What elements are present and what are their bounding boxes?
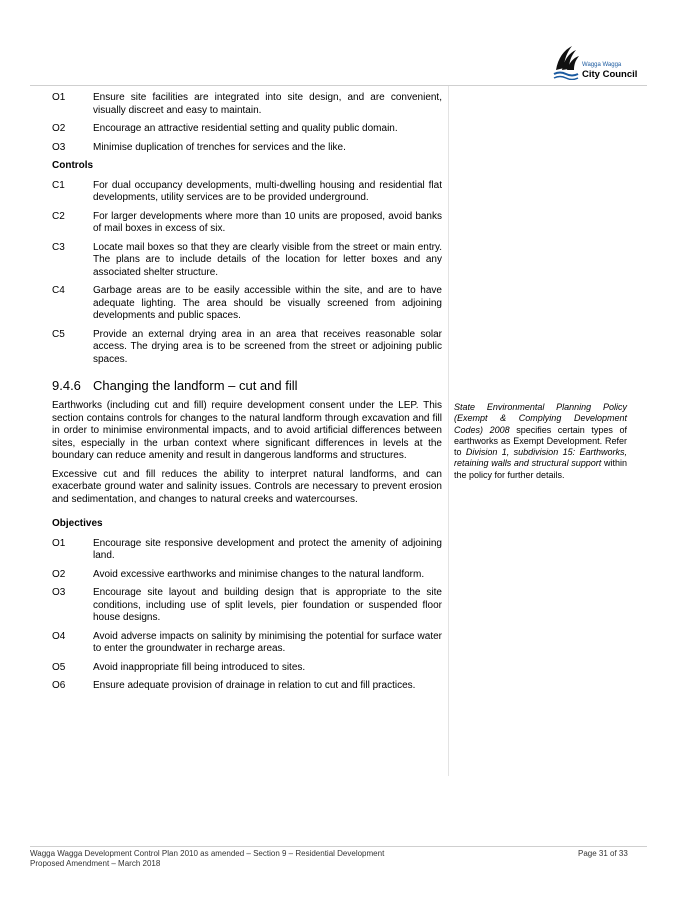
list-item <box>52 680 442 693</box>
item-text: Encourage an attractive residential setting and quality public domain. <box>93 123 398 134</box>
item-number: O2 <box>52 123 66 134</box>
sidenote-text-end: within the policy for further details. <box>454 458 628 480</box>
item-number: C3 <box>52 241 65 253</box>
item-number: O6 <box>52 680 66 691</box>
list-item <box>52 92 442 117</box>
list-item <box>52 211 442 236</box>
sidenote-reference: Division 1, subdivision 15: Earthworks, retaining walls and structural support <box>454 447 627 469</box>
controls-heading: Controls <box>52 160 94 171</box>
item-number: O2 <box>52 568 66 580</box>
item-text: Locate mail boxes so that they are clearly visible from the street or main entry. The plans are to include details of the location for letter boxes and any associated shelter structure. <box>93 241 442 278</box>
list-item <box>52 142 442 155</box>
list-item <box>52 662 442 675</box>
item-number: O5 <box>52 661 66 673</box>
item-text: Encourage site responsive development and protect the amenity of adjoining land. <box>93 537 442 561</box>
objectives-heading: Objectives <box>52 518 103 529</box>
list-item <box>52 285 442 323</box>
item-text: Garbage areas are to be easily accessible within the site, and are to have adequate lighting. The area should be visually screened from adjoining developments and public spaces. <box>93 285 442 321</box>
list-item <box>52 123 442 136</box>
item-text: Provide an external drying area in an area that receives reasonable solar access. The drying area is to be screened from the street or adjoining public spaces. <box>93 328 442 365</box>
list-item <box>52 631 442 656</box>
sidenote-text: specifies certain types of earthworks as Exempt Development. Refer to <box>454 424 627 458</box>
item-number: C4 <box>52 285 65 296</box>
item-number: O1 <box>52 92 66 103</box>
list-item <box>52 329 442 367</box>
section-paragraph: Earthworks (including cut and fill) require development consent under the LEP. This section contains controls for changes to the natural landform through excavation and fill in order to minimise environmental impacts, and to avoid artificial differences between sites, especially in the urban context where significant differences in levels at the boundary can reduce amenity and result in dangerous landforms and structures. <box>52 400 442 461</box>
footer-line-1: Wagga Wagga Development Control Plan 2010 as amended – Section 9 – Residential Development <box>30 849 385 858</box>
item-number: O3 <box>52 587 66 598</box>
list-item <box>52 587 442 625</box>
list-item <box>52 242 442 280</box>
council-emblem-icon <box>552 44 580 80</box>
item-text: Avoid excessive earthworks and minimise changes to the natural landform. <box>93 568 425 580</box>
side-note <box>454 402 627 481</box>
page-number: Page 31 of 33 <box>578 849 628 858</box>
item-text: For dual occupancy developments, multi-dwelling housing and residential flat developments, utility services are to be provided underground. <box>93 179 442 203</box>
objectives-top-list <box>52 92 442 154</box>
footer-line-2: Proposed Amendment – March 2018 <box>30 859 161 868</box>
item-number: C2 <box>52 210 65 222</box>
item-number: C5 <box>52 328 65 340</box>
item-text: For larger developments where more than 10 units are proposed, avoid banks of mail boxes in excess of six. <box>93 210 442 234</box>
item-text: Ensure adequate provision of drainage in relation to cut and fill practices. <box>93 680 416 691</box>
item-number: C1 <box>52 179 65 191</box>
logo-subtitle: Wagga Wagga <box>582 62 622 68</box>
controls-list <box>52 180 442 367</box>
footer-document-title <box>30 849 384 869</box>
item-number: O4 <box>52 630 66 642</box>
section-paragraph: Excessive cut and fill reduces the ability to interpret natural landforms, and can exacerbate ground water and salinity issues. Controls are necessary to prevent erosion and sedimentation, and changes to natural creeks and watercourses. <box>52 468 442 505</box>
sidenote-policy-title: State Environmental Planning Policy (Exempt & Complying Development Codes) 2008 <box>454 402 627 435</box>
logo-title: City Council <box>582 69 638 80</box>
section-number: 9.4.6 <box>52 378 81 393</box>
header-divider <box>30 85 647 86</box>
item-text: Encourage site layout and building design that is appropriate to the site conditions, including use of split levels, pier foundation or suspended floor house designs. <box>93 587 442 623</box>
item-number: O3 <box>52 141 66 153</box>
item-text: Ensure site facilities are integrated into site design, and are convenient, visually discreet and easy to maintain. <box>93 92 442 116</box>
list-item <box>52 569 442 582</box>
section-heading <box>52 378 442 393</box>
column-divider <box>448 86 449 776</box>
item-number: O1 <box>52 537 66 549</box>
item-text: Avoid adverse impacts on salinity by minimising the potential for surface water to enter the groundwater in recharge areas. <box>93 630 442 654</box>
item-text: Avoid inappropriate fill being introduced to sites. <box>93 661 306 673</box>
council-logo <box>552 44 637 84</box>
section-title: Changing the landform – cut and fill <box>93 378 298 393</box>
main-column <box>52 92 442 699</box>
footer-divider <box>30 846 647 847</box>
item-text: Minimise duplication of trenches for services and the like. <box>93 141 346 153</box>
list-item <box>52 538 442 563</box>
objectives-list <box>52 538 442 693</box>
list-item <box>52 180 442 205</box>
